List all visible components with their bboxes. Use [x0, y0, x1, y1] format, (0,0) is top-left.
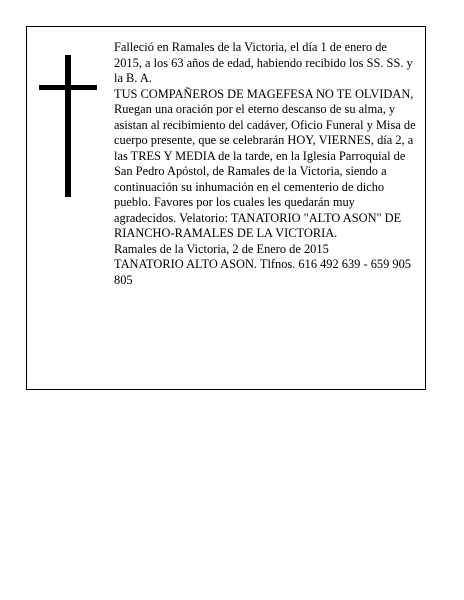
- notice-text: [114, 40, 416, 288]
- latin-cross-icon: [39, 55, 97, 197]
- colleagues-dedication: TUS COMPAÑEROS DE MAGEFESA NO TE OLVIDAN,: [114, 86, 414, 101]
- death-announcement: Falleció en Ramales de la Victoria, el día 1 de enero de 2015, a los 63 años de edad, habiendo recibido los SS. SS. y la B. A.: [114, 40, 413, 85]
- obituary-notice: [26, 26, 426, 390]
- cross-horizontal-bar: [39, 85, 97, 90]
- place-and-date: Ramales de la Victoria, 2 de Enero de 2015: [114, 241, 329, 256]
- funeral-home-contact: TANATORIO ALTO ASON. Tlfnos. 616 492 639 - 659 905 805: [114, 257, 411, 287]
- cross-vertical-bar: [65, 55, 71, 197]
- funeral-details: Ruegan una oración por el eterno descanso de su alma, y asistan al recibimiento del cadáver, Oficio Funeral y Misa de cuerpo presente, que se celebrarán HOY, VIERNES, día 2, a las TRES Y MEDIA de la tarde, en la Iglesia Parroquial de San Pedro Apóstol, de Ramales de la Victoria, siendo a continuación su inhumación en el cementerio de dicho pueblo. Favores por los cuales les quedarán muy agradecidos. Velatorio: TANATORIO "ALTO ASON" DE RIANCHO-RAMALES DE LA VICTORIA.: [114, 102, 416, 240]
